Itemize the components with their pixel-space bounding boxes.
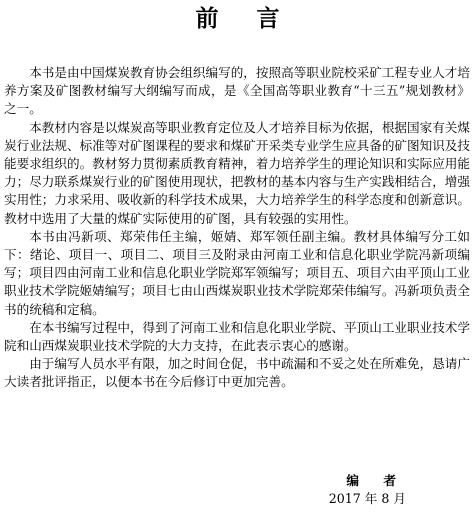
paragraph-content: 本教材内容是以煤炭高等职业教育定位及人才培养目标为依据，根据国家有关煤炭行业法规、标准等对矿图课程的要求和煤矿开采类专业学生应具备的矿图知识及技能要求组织的。教材努力贯彻素质教育精神，着力培养学生的理论知识和实际应用能力；尽力联系煤炭行业的矿图使用现状，把教材的基本内容与生产实践相结合，增强实用性；力求采用、吸收新的科学技术成果，大力培养学生的科学态度和创新意识。教材中选用了大量的煤矿实际使用的矿图，具有较强的实用性。 (4, 119, 470, 226)
preface-body (4, 64, 470, 392)
paragraph-authors: 本书由冯新项、郑荣伟任主编，姬婧、郑军领任副主编。教材具体编写分工如下：绪论、项目一、项目二、项目三及附录由河南工业和信息化职业学院冯新项编写；项目四由河南工业和信息化职业学院郑军领编写；项目五、项目六由平顶山工业职业技术学院姬婧编写；项目七由山西煤炭职业技术学院郑荣伟编写。冯新项负责全书的统稿和定稿。 (4, 228, 470, 317)
signature: 编 者 (346, 473, 406, 488)
paragraph-closing: 由于编写人员水平有限，加之时间仓促，书中疏漏和不妥之处在所难免，恳请广大读者批评指正，以便本书在今后修订中更加完善。 (4, 356, 470, 390)
page-title: 前 言 (195, 5, 295, 32)
date-line: 2017 年 8 月 (328, 491, 406, 506)
paragraph-intro: 本书是由中国煤炭教育协会组织编写的，按照高等职业院校采矿工程专业人才培养方案及矿图教材编写大纲编写而成，是《全国高等职业教育“十三五”规划教材》之一。 (4, 65, 470, 117)
paragraph-thanks: 在本书编写过程中，得到了河南工业和信息化职业学院、平顶山工业职业技术学院和山西煤炭职业技术学院的大力支持，在此表示衷心的感谢。 (4, 319, 470, 354)
